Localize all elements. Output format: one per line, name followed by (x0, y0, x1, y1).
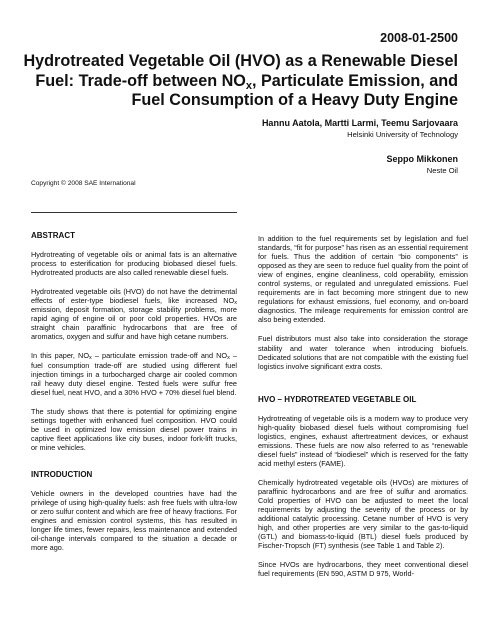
paper-title (18, 52, 458, 111)
abstract-p2-text-b: emission, deposit formation, storage stability problems, more rapid aging of engine oil or poor cold properties. HVOs are straight chain paraffinic hydrocarbons that are free of aromatics, oxygen and sulfur and have high cetane numbers. (31, 305, 237, 342)
title-part-1: Hydrotreated Vegetable Oil (HVO) as a Renewable Diesel Fuel: Trade-off between NO (23, 52, 458, 90)
abstract-paragraph-3 (31, 351, 237, 396)
abstract-p3-subscript-1: x (89, 355, 92, 362)
introduction-heading: INTRODUCTION (31, 469, 93, 479)
abstract-p2-text-a: Hydrotreated vegetable oils (HVO) do not have the detrimental effects of ester-type biodiesel fuels, like increased NO (31, 287, 237, 306)
abstract-p3-text-b: – particulate emission trade-off and NO (91, 351, 228, 361)
abstract-p3-subscript-2: x (227, 355, 230, 362)
abstract-p2-subscript: x (234, 300, 237, 307)
copyright-notice: Copyright © 2008 SAE International (31, 180, 136, 187)
abstract-p3-text-a: In this paper, NO (31, 351, 89, 361)
abstract-heading: ABSTRACT (31, 231, 75, 240)
author-affiliation-1: Helsinki University of Technology (347, 130, 458, 139)
author-names-2: Seppo Mikkonen (386, 154, 458, 164)
hvo-heading: HVO – HYDROTREATED VEGETABLE OIL (258, 394, 417, 404)
body-paragraph-3: Hydrotreating of vegetable oils is a modern way to produce very high-quality biobased diesel fuels without compromising fuel logistics, engines, exhaust aftertreatment devices, or exhaust emissions. These fuels are now also referred to as “renewable diesel fuels” instead of “biodiesel” which is reserved for the fatty acid methyl esters (FAME). (258, 413, 468, 468)
body-paragraph-1: In addition to the fuel requirements set by legislation and fuel standards, “fit for purpose” has risen as an essential requirement for fuels. Thus the addition of certain “bio components” is opposed as they are seen to reduce fuel quality from the point of view of engines, engine cleanliness, cold operability, emission control systems, or regulated and unregulated emissions. Fuel requirements are in fact becoming more stringent due to new regulations for exhaust emissions, fuel economy, and on-board diagnostics. The mileage requirements for emission control are also being extended. (258, 234, 468, 325)
column-rule-left (31, 212, 237, 213)
body-paragraph-4: Chemically hydrotreated vegetable oils (HVOs) are mixtures of paraffinic hydrocarbons and are free of sulfur and aromatics. Cold properties of HVO can be adjusted to meet the local requirements by adjusting the severity of the process or by additional catalytic processing. Cetane number of HVO is very high, and other properties are very similar to the gas-to-liquid (GTL) and biomass-to-liquid (BTL) diesel fuels produced by Fischer-Tropsch (FT) synthesis (see Table 1 and Table 2). (258, 477, 468, 551)
author-names-1: Hannu Aatola, Martti Larmi, Teemu Sarjovaara (261, 118, 458, 128)
abstract-paragraph-1: Hydrotreating of vegetable oils or animal fats is an alternative process to esterification for producing biobased diesel fuels. Hydrotreated products are also called renewable diesel fuels. (31, 250, 237, 278)
abstract-paragraph-2 (31, 287, 237, 341)
abstract-paragraph-4: The study shows that there is potential for optimizing engine settings together with enhanced fuel composition. HVO could be used in optimized low emission diesel power trains in captive fleet applications like city buses, indoor fork-lift trucks, or mine vehicles. (31, 406, 237, 452)
body-paragraph-5: Since HVOs are hydrocarbons, they meet conventional diesel fuel requirements (EN 590, ASTM D 975, World- (258, 560, 468, 579)
left-column (31, 212, 237, 562)
paper-id: 2008-01-2500 (380, 31, 458, 45)
introduction-paragraph-1: Vehicle owners in the developed countries have had the privilege of using high-quality fuels: ash free fuels with ultra-low or zero sulfur content and which are free of heavy fractions. For engines and emission control systems, this has resulted in longer life times, fewer repairs, less maintenance and extended oil-change intervals compared to the situation a decade or more ago. (31, 488, 237, 553)
title-subscript: x (245, 79, 252, 92)
title-part-2: , Particulate Emission, and Fuel Consumption of a Heavy Duty Engine (131, 71, 458, 109)
abstract-p3-text-c: – fuel consumption trade-off are studied using different fuel injection timings in a turbocharged charge air cooled common rail heavy duty diesel engine. Tested fuels were sulfur free diesel fuel, neat HVO, and a 30% HVO + 70% diesel fuel blend. (31, 351, 237, 397)
author-affiliation-2: Neste Oil (426, 166, 458, 175)
right-column (258, 212, 468, 588)
body-paragraph-2: Fuel distributors must also take into consideration the storage stability and water tolerance when introducing biofuels. Dedicated solutions that are not compatible with the existing fuel logistics involve significant extra costs. (258, 334, 468, 371)
